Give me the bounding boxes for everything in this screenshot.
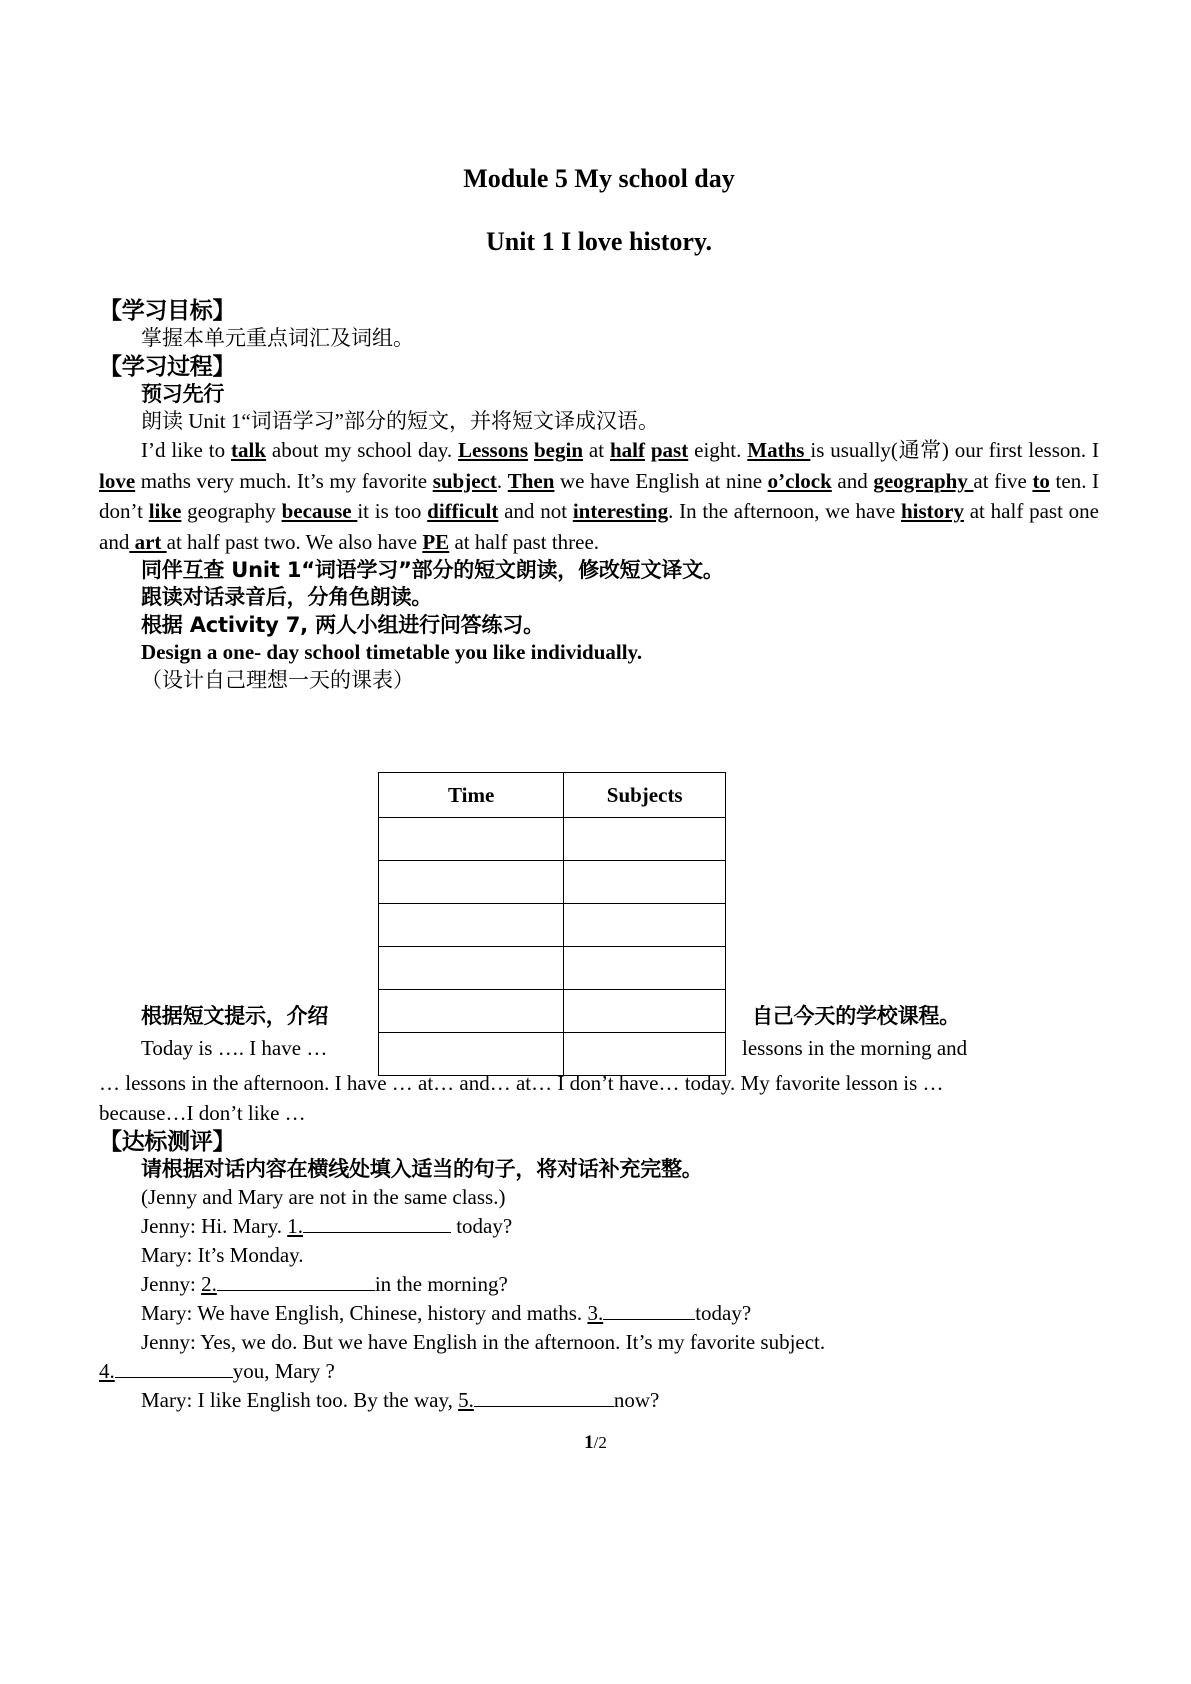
- intro-task-line4: because…I don’t like …: [99, 1101, 306, 1125]
- design-task-english: Design a one- day school timetable you like individually.: [141, 640, 643, 664]
- table-cell-time[interactable]: [379, 947, 564, 990]
- passage-keyword-to: to: [1032, 468, 1050, 493]
- passage-text-12: at five: [973, 468, 1033, 493]
- dialogue-speaker: Jenny: Yes, we do. But we have English in the afternoon. It’s my favorite subject.: [141, 1330, 826, 1355]
- footer-total-pages: 2: [598, 1433, 607, 1452]
- passage-text-10: we have English at nine: [554, 468, 768, 493]
- table-cell-time[interactable]: [379, 1033, 564, 1076]
- design-task-chinese: （设计自己理想一天的课表）: [141, 667, 414, 692]
- table-header-row: [379, 773, 726, 818]
- table-row: [379, 947, 726, 990]
- dialogue-line: [99, 1241, 1099, 1270]
- intro-task-right-chinese: 自己今天的学校课程。: [752, 1004, 960, 1028]
- dialogue-line: [99, 1357, 1099, 1386]
- passage-keyword-oclock: o’clock: [767, 468, 832, 493]
- intro-task-line2-right: lessons in the morning and: [742, 1036, 968, 1060]
- table-cell-time[interactable]: [379, 818, 564, 861]
- assessment-instruction: 请根据对话内容在横线处填入适当的句子，将对话补充完整。: [141, 1157, 703, 1182]
- table-cell-time[interactable]: [379, 990, 564, 1033]
- dialogue-line: [99, 1386, 1099, 1415]
- passage-keyword-love: love: [99, 468, 136, 493]
- passage-keyword-art: art: [129, 529, 167, 554]
- dialogue-line: [99, 1299, 1099, 1328]
- table-cell-subject[interactable]: [564, 990, 726, 1033]
- school-timetable: [378, 772, 726, 1076]
- table-cell-time[interactable]: [379, 861, 564, 904]
- passage-text-11: and: [831, 468, 874, 493]
- dialogue-scene-note: (Jenny and Mary are not in the same class.): [141, 1185, 506, 1210]
- page-title-module: Module 5 My school day: [463, 164, 735, 193]
- dialogue-speaker: Mary: I like English too. By the way,: [141, 1388, 459, 1413]
- dialogue-speaker: Jenny:: [141, 1272, 202, 1297]
- passage-keyword-past: past: [650, 438, 689, 463]
- passage-text-2: about my school day.: [266, 438, 459, 463]
- objectives-text: 掌握本单元重点词汇及词组。: [141, 326, 414, 351]
- passage-text-17: . In the afternoon, we have: [668, 499, 901, 524]
- reading-passage: [99, 435, 1099, 557]
- dialogue-line: [99, 1328, 1099, 1357]
- answer-blank-5[interactable]: [474, 1406, 614, 1407]
- passage-keyword-lessons: Lessons: [458, 438, 529, 463]
- passage-text-16: and not: [498, 499, 573, 524]
- table-header-subjects: Subjects: [564, 773, 726, 818]
- section-heading-objectives: 【学习目标】: [99, 298, 236, 325]
- passage-text-20: at half past three.: [449, 529, 600, 554]
- passage-text-1: I’d like to: [141, 438, 232, 463]
- page-footer: [0, 1432, 1191, 1454]
- dialogue-tail: in the morning?: [374, 1272, 508, 1297]
- table-row: [379, 990, 726, 1033]
- dialogue-tail: today?: [450, 1214, 513, 1239]
- dialogue-line: [99, 1212, 1099, 1241]
- table-cell-subject[interactable]: [564, 947, 726, 990]
- blank-number: 3.: [587, 1301, 604, 1326]
- passage-keyword-history: history: [900, 499, 964, 524]
- passage-keyword-because: because: [281, 499, 358, 524]
- blank-number: 5.: [458, 1388, 474, 1413]
- passage-text-8: maths very much. It’s my favorite: [135, 468, 433, 493]
- section-heading-process: 【学习过程】: [99, 353, 236, 380]
- table-row: [379, 904, 726, 947]
- passage-keyword-difficult: difficult: [427, 499, 499, 524]
- table-row: [379, 818, 726, 861]
- table-cell-subject[interactable]: [564, 818, 726, 861]
- table-row: [379, 1033, 726, 1076]
- passage-keyword-geography: geography: [873, 468, 974, 493]
- process-step-1: 同伴互查 Unit 1“词语学习”部分的短文朗读，修改短文译文。: [141, 558, 724, 583]
- blank-number: 1.: [287, 1214, 303, 1239]
- table-header-time: Time: [379, 773, 564, 818]
- passage-text-18: at half past one and: [99, 499, 1100, 554]
- page-title-unit: Unit 1 I love history.: [485, 227, 713, 257]
- passage-keyword-subject: subject: [432, 468, 497, 493]
- footer-separator: /: [593, 1433, 599, 1452]
- passage-keyword-interesting: interesting: [572, 499, 669, 524]
- intro-task-line3: … lessons in the afternoon. I have … at… and… at… I don’t have… today. My favorite lesson is …: [99, 1071, 944, 1095]
- passage-keyword-maths: Maths: [747, 438, 811, 463]
- passage-text-19: at half past two. We also have: [166, 529, 423, 554]
- intro-task-line2-left: Today is …. I have …: [141, 1036, 328, 1060]
- dialogue-tail: today?: [695, 1301, 752, 1326]
- document-content: [99, 0, 1099, 694]
- passage-text-6: eight.: [688, 438, 748, 463]
- dialogue-speaker: Mary: It’s Monday.: [141, 1243, 304, 1268]
- passage-text-13: ten. I don’t: [99, 468, 1100, 524]
- answer-blank-1[interactable]: [303, 1232, 451, 1233]
- passage-keyword-like: like: [148, 499, 182, 524]
- table-cell-time[interactable]: [379, 904, 564, 947]
- answer-blank-3[interactable]: [603, 1319, 695, 1320]
- passage-keyword-talk: talk: [231, 438, 267, 463]
- table-cell-subject[interactable]: [564, 1033, 726, 1076]
- answer-blank-4[interactable]: [115, 1377, 233, 1378]
- timetable-container: [378, 772, 726, 1076]
- dialogue-speaker: Jenny: Hi. Mary.: [141, 1214, 288, 1239]
- passage-text-9: .: [496, 468, 508, 493]
- assessment-section: [99, 1128, 1099, 1415]
- passage-keyword-begin: begin: [533, 438, 583, 463]
- process-step-2: 跟读对话录音后，分角色朗读。: [141, 585, 433, 610]
- section-heading-assessment: 【达标测评】: [99, 1129, 236, 1155]
- table-row: [379, 861, 726, 904]
- table-cell-subject[interactable]: [564, 861, 726, 904]
- dialogue-tail: now?: [613, 1388, 660, 1413]
- passage-keyword-half: half: [609, 438, 645, 463]
- passage-text-14: geography: [181, 499, 282, 524]
- dialogue-speaker: Mary: We have English, Chinese, history and maths.: [141, 1301, 588, 1326]
- passage-text-4: at: [583, 438, 610, 463]
- footer-current-page: 1: [584, 1432, 594, 1453]
- intro-task-left-chinese: 根据短文提示，介绍: [141, 1004, 329, 1028]
- answer-blank-2[interactable]: [217, 1290, 375, 1291]
- dialogue-tail: you, Mary ?: [232, 1359, 335, 1384]
- blank-number: 2.: [201, 1272, 217, 1297]
- passage-keyword-then: Then: [507, 468, 555, 493]
- passage-text-15: it is too: [357, 499, 428, 524]
- passage-keyword-pe: PE: [422, 529, 450, 554]
- process-step-3: 根据 Activity 7, 两人小组进行问答练习。: [141, 612, 544, 637]
- preview-label: 预习先行: [141, 381, 225, 406]
- dialogue-line: [99, 1270, 1099, 1299]
- blank-number: 4.: [99, 1359, 115, 1384]
- passage-text-7: is usually(通常) our first lesson. I: [810, 438, 1100, 463]
- table-cell-subject[interactable]: [564, 904, 726, 947]
- preview-instruction: 朗读 Unit 1“词语学习”部分的短文，并将短文译成汉语。: [141, 409, 659, 434]
